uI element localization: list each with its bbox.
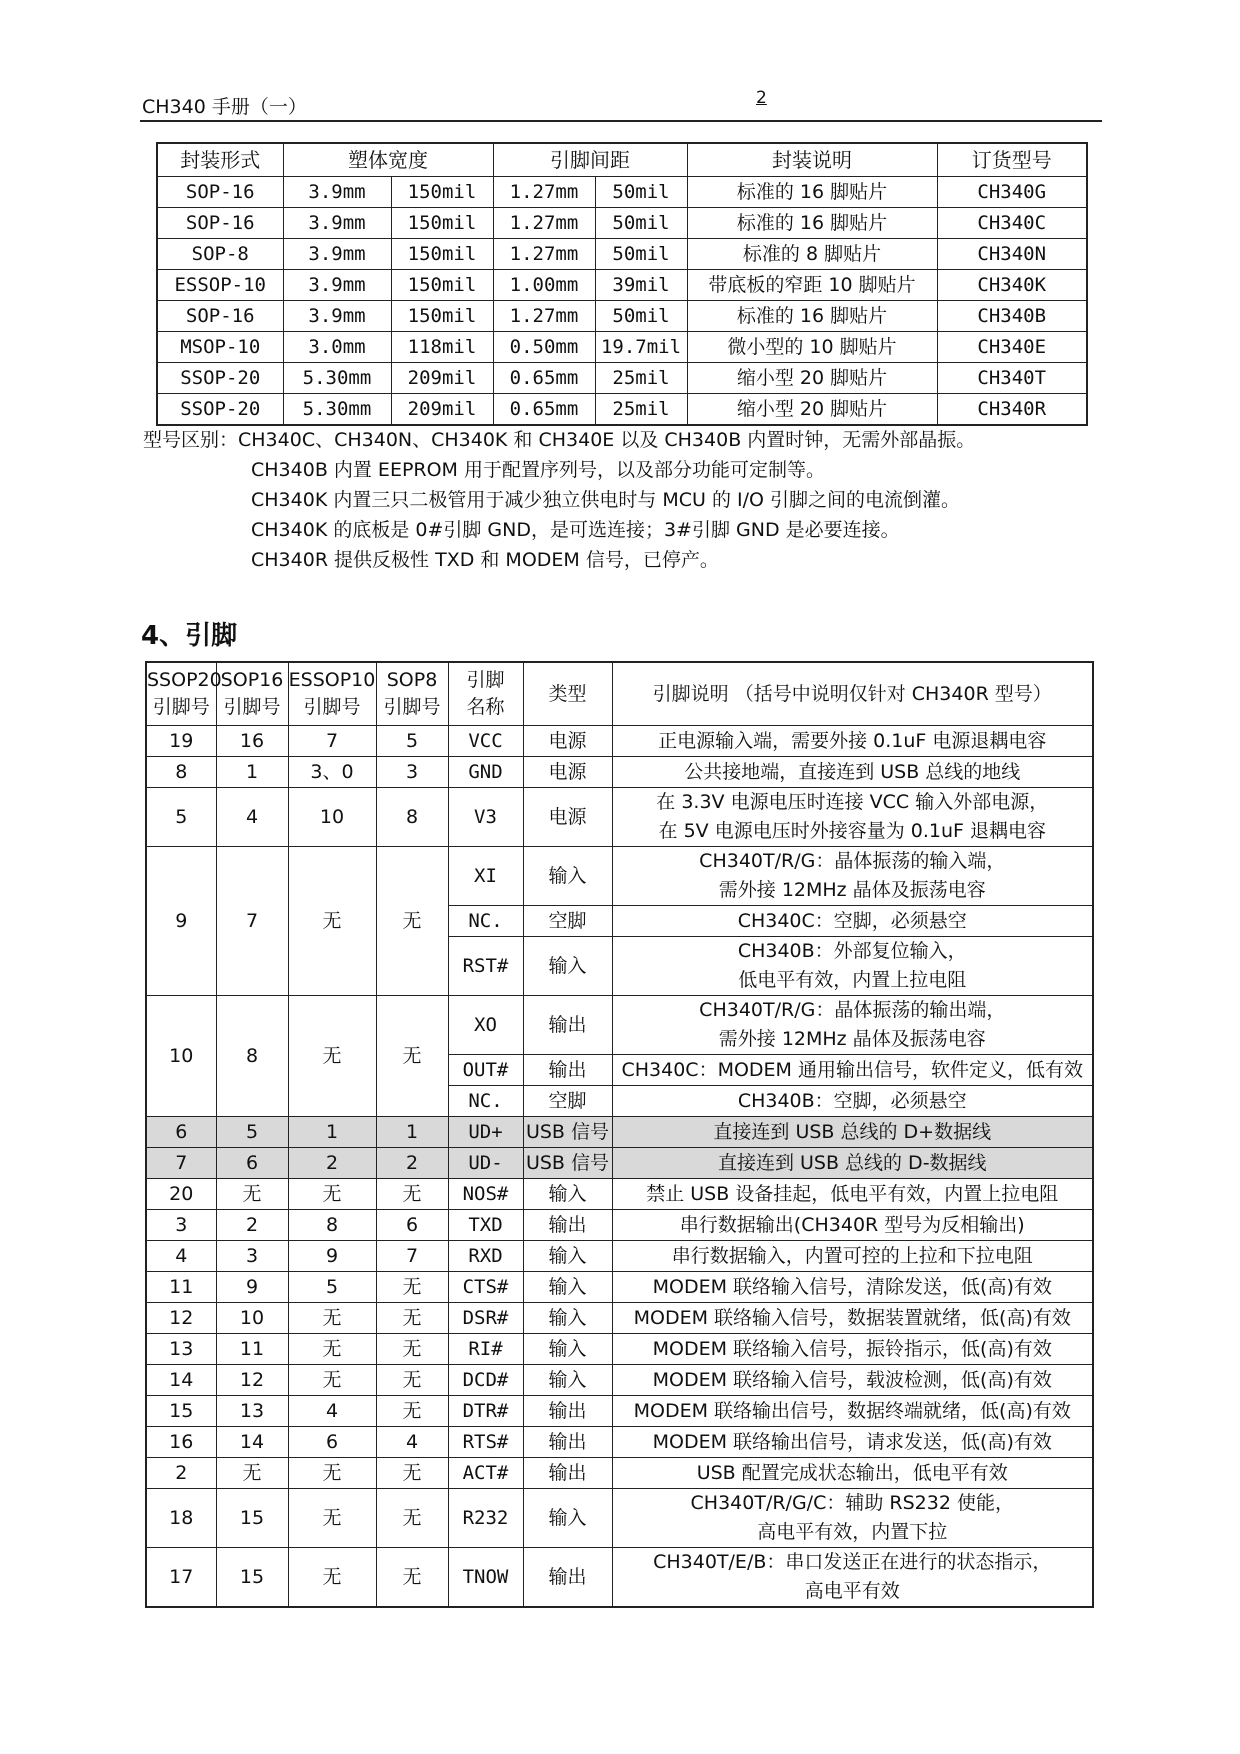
pin-table xyxy=(145,661,1094,1608)
cell-essop10: 7 xyxy=(288,726,376,757)
cell-ssop20: 3 xyxy=(146,1210,216,1241)
cell-pitch-mm: 1.27mm xyxy=(493,208,595,239)
cell-package-desc: 标准的 16 脚贴片 xyxy=(687,301,937,332)
cell-width-mm: 3.0mm xyxy=(283,332,391,363)
table-row xyxy=(157,394,1087,426)
cell-sop16: 4 xyxy=(216,788,288,847)
table-row xyxy=(157,363,1087,394)
cell-width-mil: 209mil xyxy=(391,363,493,394)
cell-ssop20: 10 xyxy=(146,996,216,1117)
cell-pin-desc: 正电源输入端，需要外接 0.1uF 电源退耦电容 xyxy=(612,726,1093,757)
cell-sop16: 7 xyxy=(216,847,288,996)
cell-ssop20: 11 xyxy=(146,1272,216,1303)
model-note: CH340K 的底板是 0#引脚 GND，是可选连接；3#引脚 GND 是必要连接。 xyxy=(251,519,900,541)
cell-ssop20: 18 xyxy=(146,1489,216,1548)
cell-package-desc: 缩小型 20 脚贴片 xyxy=(687,394,937,426)
cell-pin-type: 输入 xyxy=(523,1272,612,1303)
cell-package-desc: 标准的 8 脚贴片 xyxy=(687,239,937,270)
cell-pin-desc: CH340T/R/G/C：辅助 RS232 使能， 高电平有效，内置下拉 xyxy=(612,1489,1093,1548)
cell-pin-desc: 串行数据输入，内置可控的上拉和下拉电阻 xyxy=(612,1241,1093,1272)
header-essop10-pin: ESSOP10 引脚号 xyxy=(288,662,376,726)
cell-pin-type: 空脚 xyxy=(523,1086,612,1117)
package-table xyxy=(156,142,1088,426)
cell-package-desc: 标准的 16 脚贴片 xyxy=(687,208,937,239)
cell-width-mil: 209mil xyxy=(391,394,493,426)
table-row xyxy=(146,1334,1093,1365)
cell-sop8: 2 xyxy=(376,1148,448,1179)
cell-pin-name: TXD xyxy=(448,1210,523,1241)
table-row xyxy=(146,1303,1093,1334)
cell-pin-type: 输出 xyxy=(523,1548,612,1608)
cell-order-model: CH340T xyxy=(937,363,1087,394)
cell-sop16: 无 xyxy=(216,1179,288,1210)
cell-pin-desc: CH340T/E/B：串口发送正在进行的状态指示， 高电平有效 xyxy=(612,1548,1093,1608)
cell-pin-name: UD- xyxy=(448,1148,523,1179)
cell-essop10: 10 xyxy=(288,788,376,847)
cell-sop8: 3 xyxy=(376,757,448,788)
table-row xyxy=(146,1272,1093,1303)
header-order-model: 订货型号 xyxy=(937,143,1087,177)
cell-essop10: 2 xyxy=(288,1148,376,1179)
table-row xyxy=(146,1148,1093,1179)
cell-pitch-mil: 50mil xyxy=(595,239,687,270)
cell-pin-name: NC. xyxy=(448,1086,523,1117)
header-pin-name: 引脚 名称 xyxy=(448,662,523,726)
cell-package: ESSOP-10 xyxy=(157,270,283,301)
table-row xyxy=(157,332,1087,363)
cell-pin-desc: 在 3.3V 电源电压时连接 VCC 输入外部电源， 在 5V 电源电压时外接容量为 0.1uF 退耦电容 xyxy=(612,788,1093,847)
header-body-width: 塑体宽度 xyxy=(283,143,493,177)
cell-pin-name: RI# xyxy=(448,1334,523,1365)
model-note: CH340K 内置三只二极管用于减少独立供电时与 MCU 的 I/O 引脚之间的电流倒灌。 xyxy=(251,489,961,511)
table-row xyxy=(146,996,1093,1055)
cell-pin-type: 输入 xyxy=(523,937,612,996)
header-package-desc: 封装说明 xyxy=(687,143,937,177)
cell-ssop20: 16 xyxy=(146,1427,216,1458)
cell-pin-desc: MODEM 联络输入信号，清除发送，低(高)有效 xyxy=(612,1272,1093,1303)
cell-essop10: 无 xyxy=(288,1334,376,1365)
model-note: 型号区别：CH340C、CH340N、CH340K 和 CH340E 以及 CH340B 内置时钟，无需外部晶振。 xyxy=(143,429,976,451)
cell-pin-type: 空脚 xyxy=(523,906,612,937)
cell-pin-type: 电源 xyxy=(523,788,612,847)
model-notes xyxy=(143,425,975,575)
cell-sop16: 3 xyxy=(216,1241,288,1272)
cell-pitch-mm: 0.65mm xyxy=(493,363,595,394)
cell-width-mil: 150mil xyxy=(391,270,493,301)
table-row xyxy=(146,1548,1093,1608)
cell-sop8: 无 xyxy=(376,1458,448,1489)
section-title: 4、引脚 xyxy=(141,621,238,651)
cell-width-mm: 3.9mm xyxy=(283,301,391,332)
cell-order-model: CH340B xyxy=(937,301,1087,332)
table-row xyxy=(146,788,1093,847)
header-ssop20-pin: SSOP20 引脚号 xyxy=(146,662,216,726)
cell-pin-desc: CH340T/R/G：晶体振荡的输出端， 需外接 12MHz 晶体及振荡电容 xyxy=(612,996,1093,1055)
cell-pin-type: 输入 xyxy=(523,847,612,906)
cell-pin-type: 输入 xyxy=(523,1241,612,1272)
cell-sop16: 9 xyxy=(216,1272,288,1303)
cell-package: MSOP-10 xyxy=(157,332,283,363)
cell-pin-type: 输出 xyxy=(523,1055,612,1086)
cell-ssop20: 20 xyxy=(146,1179,216,1210)
cell-width-mm: 5.30mm xyxy=(283,363,391,394)
cell-pin-name: OUT# xyxy=(448,1055,523,1086)
header-sop8-pin: SOP8 引脚号 xyxy=(376,662,448,726)
pin-table-header xyxy=(146,662,1093,726)
cell-ssop20: 2 xyxy=(146,1458,216,1489)
cell-sop8: 无 xyxy=(376,1179,448,1210)
cell-package: SSOP-20 xyxy=(157,363,283,394)
cell-package: SOP-16 xyxy=(157,208,283,239)
cell-width-mil: 150mil xyxy=(391,239,493,270)
cell-order-model: CH340G xyxy=(937,177,1087,208)
cell-essop10: 无 xyxy=(288,847,376,996)
cell-ssop20: 6 xyxy=(146,1117,216,1148)
cell-essop10: 9 xyxy=(288,1241,376,1272)
cell-ssop20: 17 xyxy=(146,1548,216,1608)
cell-sop16: 12 xyxy=(216,1365,288,1396)
cell-pin-desc: 禁止 USB 设备挂起，低电平有效，内置上拉电阻 xyxy=(612,1179,1093,1210)
cell-sop8: 无 xyxy=(376,1489,448,1548)
cell-pin-type: 输入 xyxy=(523,1179,612,1210)
cell-pin-type: 输入 xyxy=(523,1334,612,1365)
cell-pin-name: ACT# xyxy=(448,1458,523,1489)
cell-essop10: 1 xyxy=(288,1117,376,1148)
cell-essop10: 3、0 xyxy=(288,757,376,788)
cell-pin-desc: CH340B：外部复位输入， 低电平有效，内置上拉电阻 xyxy=(612,937,1093,996)
cell-sop16: 无 xyxy=(216,1458,288,1489)
cell-sop8: 无 xyxy=(376,847,448,996)
cell-ssop20: 13 xyxy=(146,1334,216,1365)
cell-pin-type: 输出 xyxy=(523,1396,612,1427)
cell-package-desc: 微小型的 10 脚贴片 xyxy=(687,332,937,363)
cell-sop16: 11 xyxy=(216,1334,288,1365)
cell-pin-name: TNOW xyxy=(448,1548,523,1608)
model-note: CH340B 内置 EEPROM 用于配置序列号，以及部分功能可定制等。 xyxy=(251,459,825,481)
cell-pitch-mil: 25mil xyxy=(595,363,687,394)
cell-pin-desc: MODEM 联络输入信号，振铃指示，低(高)有效 xyxy=(612,1334,1093,1365)
cell-essop10: 4 xyxy=(288,1396,376,1427)
cell-sop8: 1 xyxy=(376,1117,448,1148)
cell-pin-name: CTS# xyxy=(448,1272,523,1303)
cell-sop8: 8 xyxy=(376,788,448,847)
cell-pitch-mil: 50mil xyxy=(595,208,687,239)
cell-pin-type: 输出 xyxy=(523,1210,612,1241)
table-row xyxy=(146,757,1093,788)
cell-pin-desc: CH340C：MODEM 通用输出信号，软件定义，低有效 xyxy=(612,1055,1093,1086)
cell-order-model: CH340C xyxy=(937,208,1087,239)
table-row xyxy=(146,1210,1093,1241)
cell-width-mil: 150mil xyxy=(391,208,493,239)
cell-sop16: 15 xyxy=(216,1489,288,1548)
cell-pin-desc: CH340C：空脚，必须悬空 xyxy=(612,906,1093,937)
cell-order-model: CH340K xyxy=(937,270,1087,301)
table-row xyxy=(146,1179,1093,1210)
table-row xyxy=(146,1396,1093,1427)
cell-pin-name: NOS# xyxy=(448,1179,523,1210)
cell-package: SOP-8 xyxy=(157,239,283,270)
header-pin-pitch: 引脚间距 xyxy=(493,143,687,177)
cell-pin-type: 输出 xyxy=(523,1458,612,1489)
cell-essop10: 无 xyxy=(288,1489,376,1548)
header-pin-type: 类型 xyxy=(523,662,612,726)
cell-ssop20: 5 xyxy=(146,788,216,847)
cell-ssop20: 8 xyxy=(146,757,216,788)
cell-sop8: 无 xyxy=(376,1548,448,1608)
cell-pin-type: 输出 xyxy=(523,1427,612,1458)
cell-essop10: 无 xyxy=(288,996,376,1117)
cell-sop8: 无 xyxy=(376,1334,448,1365)
cell-sop8: 无 xyxy=(376,1272,448,1303)
table-row xyxy=(146,1427,1093,1458)
table-row xyxy=(157,177,1087,208)
cell-package-desc: 带底板的窄距 10 脚贴片 xyxy=(687,270,937,301)
cell-sop16: 10 xyxy=(216,1303,288,1334)
table-row xyxy=(146,726,1093,757)
table-row xyxy=(146,847,1093,906)
cell-essop10: 无 xyxy=(288,1365,376,1396)
cell-pitch-mm: 1.27mm xyxy=(493,177,595,208)
table-row xyxy=(146,1458,1093,1489)
cell-sop8: 无 xyxy=(376,1365,448,1396)
cell-width-mm: 3.9mm xyxy=(283,177,391,208)
cell-sop8: 5 xyxy=(376,726,448,757)
cell-essop10: 无 xyxy=(288,1458,376,1489)
cell-essop10: 无 xyxy=(288,1548,376,1608)
cell-ssop20: 19 xyxy=(146,726,216,757)
cell-pin-name: DCD# xyxy=(448,1365,523,1396)
cell-pin-type: 输出 xyxy=(523,996,612,1055)
table-row xyxy=(146,1241,1093,1272)
cell-pin-name: DSR# xyxy=(448,1303,523,1334)
cell-pin-type: 输入 xyxy=(523,1303,612,1334)
cell-ssop20: 12 xyxy=(146,1303,216,1334)
cell-order-model: CH340E xyxy=(937,332,1087,363)
cell-sop16: 16 xyxy=(216,726,288,757)
table-row xyxy=(146,1117,1093,1148)
cell-sop16: 6 xyxy=(216,1148,288,1179)
cell-pin-name: RTS# xyxy=(448,1427,523,1458)
table-row xyxy=(157,301,1087,332)
cell-pin-name: XO xyxy=(448,996,523,1055)
cell-width-mil: 150mil xyxy=(391,177,493,208)
cell-sop8: 4 xyxy=(376,1427,448,1458)
cell-sop8: 无 xyxy=(376,1396,448,1427)
cell-pitch-mm: 1.27mm xyxy=(493,239,595,270)
cell-width-mil: 150mil xyxy=(391,301,493,332)
cell-sop8: 无 xyxy=(376,1303,448,1334)
cell-pin-name: R232 xyxy=(448,1489,523,1548)
table-row xyxy=(157,208,1087,239)
cell-pin-type: USB 信号 xyxy=(523,1148,612,1179)
cell-essop10: 6 xyxy=(288,1427,376,1458)
cell-pin-name: XI xyxy=(448,847,523,906)
cell-pin-name: V3 xyxy=(448,788,523,847)
cell-sop16: 8 xyxy=(216,996,288,1117)
cell-pin-desc: USB 配置完成状态输出，低电平有效 xyxy=(612,1458,1093,1489)
cell-sop16: 13 xyxy=(216,1396,288,1427)
model-note: CH340R 提供反极性 TXD 和 MODEM 信号，已停产。 xyxy=(251,549,719,571)
cell-pitch-mm: 1.27mm xyxy=(493,301,595,332)
cell-sop16: 14 xyxy=(216,1427,288,1458)
page-header xyxy=(140,86,1102,122)
cell-pin-name: NC. xyxy=(448,906,523,937)
cell-ssop20: 7 xyxy=(146,1148,216,1179)
cell-ssop20: 15 xyxy=(146,1396,216,1427)
cell-ssop20: 4 xyxy=(146,1241,216,1272)
cell-pin-name: RST# xyxy=(448,937,523,996)
cell-sop16: 5 xyxy=(216,1117,288,1148)
cell-pitch-mil: 50mil xyxy=(595,177,687,208)
page-number: 2 xyxy=(756,88,767,108)
cell-pin-desc: 公共接地端，直接连到 USB 总线的地线 xyxy=(612,757,1093,788)
table-row xyxy=(146,1365,1093,1396)
cell-pin-desc: 串行数据输出(CH340R 型号为反相输出) xyxy=(612,1210,1093,1241)
cell-width-mm: 3.9mm xyxy=(283,239,391,270)
cell-sop16: 1 xyxy=(216,757,288,788)
cell-pin-desc: MODEM 联络输出信号，请求发送，低(高)有效 xyxy=(612,1427,1093,1458)
table-row xyxy=(157,239,1087,270)
cell-sop8: 无 xyxy=(376,996,448,1117)
cell-sop16: 2 xyxy=(216,1210,288,1241)
cell-pin-name: VCC xyxy=(448,726,523,757)
cell-pin-desc: MODEM 联络输入信号，数据装置就绪，低(高)有效 xyxy=(612,1303,1093,1334)
package-table-header xyxy=(157,143,1087,177)
cell-pin-desc: MODEM 联络输出信号，数据终端就绪，低(高)有效 xyxy=(612,1396,1093,1427)
cell-pitch-mm: 0.50mm xyxy=(493,332,595,363)
header-sop16-pin: SOP16 引脚号 xyxy=(216,662,288,726)
cell-package: SSOP-20 xyxy=(157,394,283,426)
cell-pitch-mil: 19.7mil xyxy=(595,332,687,363)
cell-pin-name: GND xyxy=(448,757,523,788)
cell-pin-type: 输入 xyxy=(523,1489,612,1548)
cell-sop8: 6 xyxy=(376,1210,448,1241)
header-package: 封装形式 xyxy=(157,143,283,177)
cell-package: SOP-16 xyxy=(157,301,283,332)
cell-pin-desc: CH340B：空脚，必须悬空 xyxy=(612,1086,1093,1117)
cell-ssop20: 14 xyxy=(146,1365,216,1396)
table-row xyxy=(146,1489,1093,1548)
cell-width-mm: 3.9mm xyxy=(283,270,391,301)
cell-width-mm: 5.30mm xyxy=(283,394,391,426)
cell-width-mm: 3.9mm xyxy=(283,208,391,239)
table-row xyxy=(157,270,1087,301)
cell-pin-desc: 直接连到 USB 总线的 D-数据线 xyxy=(612,1148,1093,1179)
header-pin-desc: 引脚说明 （括号中说明仅针对 CH340R 型号） xyxy=(612,662,1093,726)
cell-pin-name: UD+ xyxy=(448,1117,523,1148)
cell-pin-name: RXD xyxy=(448,1241,523,1272)
cell-pitch-mil: 50mil xyxy=(595,301,687,332)
cell-pin-desc: MODEM 联络输入信号，载波检测，低(高)有效 xyxy=(612,1365,1093,1396)
cell-sop16: 15 xyxy=(216,1548,288,1608)
cell-width-mil: 118mil xyxy=(391,332,493,363)
cell-order-model: CH340R xyxy=(937,394,1087,426)
cell-package: SOP-16 xyxy=(157,177,283,208)
cell-pin-desc: CH340T/R/G：晶体振荡的输入端， 需外接 12MHz 晶体及振荡电容 xyxy=(612,847,1093,906)
cell-pin-desc: 直接连到 USB 总线的 D+数据线 xyxy=(612,1117,1093,1148)
cell-essop10: 8 xyxy=(288,1210,376,1241)
cell-order-model: CH340N xyxy=(937,239,1087,270)
cell-package-desc: 缩小型 20 脚贴片 xyxy=(687,363,937,394)
cell-essop10: 5 xyxy=(288,1272,376,1303)
cell-essop10: 无 xyxy=(288,1303,376,1334)
cell-pin-type: 电源 xyxy=(523,757,612,788)
cell-pin-name: DTR# xyxy=(448,1396,523,1427)
cell-pitch-mm: 0.65mm xyxy=(493,394,595,426)
cell-pin-type: 电源 xyxy=(523,726,612,757)
cell-package-desc: 标准的 16 脚贴片 xyxy=(687,177,937,208)
cell-pitch-mil: 39mil xyxy=(595,270,687,301)
cell-pin-type: USB 信号 xyxy=(523,1117,612,1148)
cell-pin-type: 输入 xyxy=(523,1365,612,1396)
cell-pitch-mil: 25mil xyxy=(595,394,687,426)
cell-essop10: 无 xyxy=(288,1179,376,1210)
document-title: CH340 手册（一） xyxy=(142,96,307,118)
cell-pitch-mm: 1.00mm xyxy=(493,270,595,301)
cell-ssop20: 9 xyxy=(146,847,216,996)
cell-sop8: 7 xyxy=(376,1241,448,1272)
